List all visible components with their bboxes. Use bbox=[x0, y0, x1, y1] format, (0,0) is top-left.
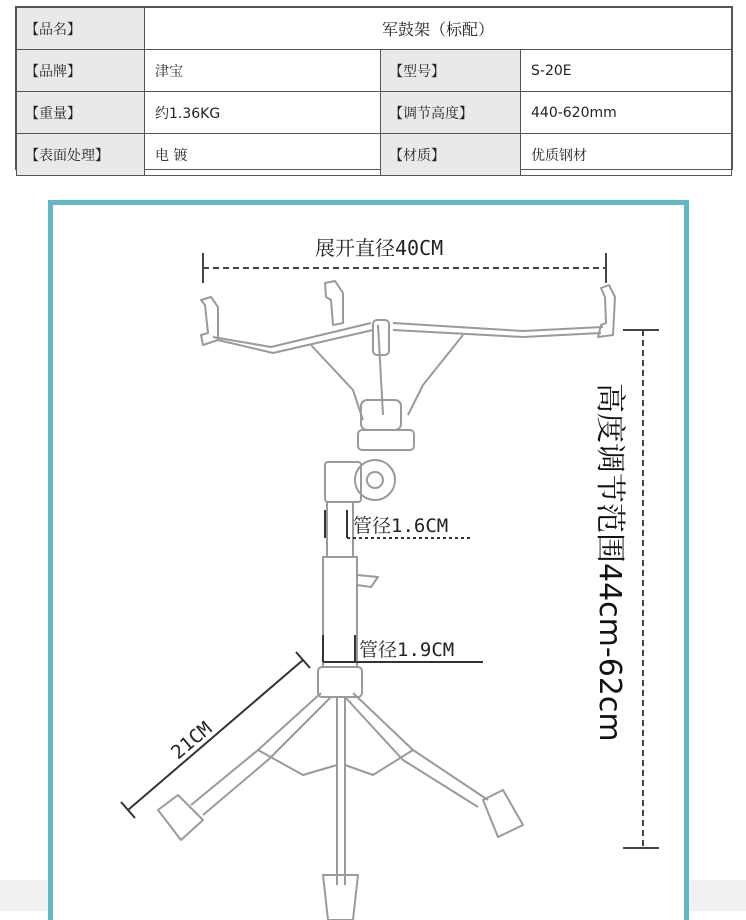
leg-label: 21CM bbox=[167, 717, 217, 764]
spec-label-brand: 【品牌】 bbox=[17, 50, 145, 92]
height-range-label: 高度调节范围44cm-62cm bbox=[592, 383, 627, 742]
spec-value-brand: 津宝 bbox=[145, 50, 381, 92]
spec-value-finish: 电 镀 bbox=[145, 134, 381, 176]
back-cradle-arm bbox=[325, 281, 343, 325]
front-foot bbox=[323, 875, 358, 920]
right-foot bbox=[483, 790, 523, 837]
spec-row-name bbox=[17, 8, 732, 50]
span-label: 展开直径40CM bbox=[315, 236, 444, 260]
spec-value-name: 军鼓架（标配） bbox=[145, 8, 732, 50]
spec-value-height: 440-620mm bbox=[521, 92, 732, 134]
spec-value-material: 优质钢材 bbox=[521, 134, 732, 176]
tube-lower-label: 管径1.9CM bbox=[359, 639, 455, 661]
diagram-frame bbox=[48, 200, 689, 920]
spec-value-model: S-20E bbox=[521, 50, 732, 92]
spec-label-model: 【型号】 bbox=[381, 50, 521, 92]
spec-row-finish bbox=[17, 134, 732, 176]
spec-label-name: 【品名】 bbox=[17, 8, 145, 50]
spec-row-brand bbox=[17, 50, 732, 92]
spec-label-material: 【材质】 bbox=[381, 134, 521, 176]
spec-label-finish: 【表面处理】 bbox=[17, 134, 145, 176]
right-cradle-arm bbox=[598, 285, 615, 337]
spec-table bbox=[15, 6, 733, 170]
spec-row-weight bbox=[17, 92, 732, 134]
snare-stand-diagram bbox=[53, 205, 684, 920]
spec-label-height: 【调节高度】 bbox=[381, 92, 521, 134]
tube-upper-label: 管径1.6CM bbox=[353, 515, 449, 537]
height-dimension-line bbox=[623, 330, 659, 848]
spec-label-weight: 【重量】 bbox=[17, 92, 145, 134]
stand-illustration bbox=[158, 281, 615, 920]
spec-value-weight: 约1.36KG bbox=[145, 92, 381, 134]
